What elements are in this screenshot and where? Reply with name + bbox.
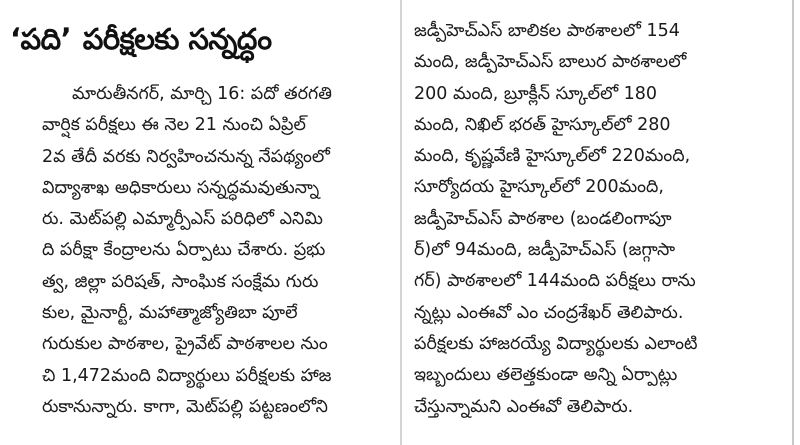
body-line: సూర్యోదయ హైస్కూల్‌లో 200మంది, (414, 177, 664, 198)
body-line: చి 1,472మంది విద్యార్థులు పరీక్షలకు హాజ (42, 365, 332, 386)
left-body-text (0, 79, 398, 423)
body-line: రు. మెట్‌పల్లి ఎమ్మార్పీఎస్ పరిధిలో ఎనిమి (42, 209, 323, 230)
page-edge-rule (792, 0, 794, 445)
headline-quoted-word: ‘పది’ (10, 22, 72, 56)
body-line: మంది, నిఖిల్ భరత్ హైస్కూల్‌లో 280 (414, 114, 671, 135)
body-line: జడ్పీహెచ్ఎస్ బాలికల పాఠశాలలో 154 (414, 21, 680, 41)
body-line: ది పరీక్షా కేంద్రాలను ఏర్పాటు చేశారు. ప్రభు (42, 240, 326, 261)
column-divider (400, 0, 402, 445)
body-line: న్నట్లు ఎంఈవో ఎం చంద్రశేఖర్ తెలిపారు. (414, 302, 684, 323)
body-line: కుల, మైనార్టీ, మహాత్మాజ్యోతిబా పూలే (42, 303, 298, 324)
body-line: రుకానున్నారు. కాగా, మెట్‌పల్లి పట్టణంలోని (42, 396, 328, 417)
body-line: 2వ తేదీ వరకు నిర్వహించనున్న నేపథ్యంలో (42, 146, 330, 167)
body-line: ఇబ్బందులు తలెత్తకుండా అన్ని ఏర్పాట్లు (414, 365, 678, 386)
body-line: జడ్పీహెచ్ఎస్ పాఠశాల (బండలింగాపూ (414, 208, 672, 229)
headline-text: పరీక్షలకు సన్నద్ధం (82, 22, 272, 56)
body-line: త్వ, జిల్లా పరిషత్, సాంఘిక సంక్షేమ గురు (42, 271, 319, 292)
right-column (404, 0, 782, 445)
headline (10, 16, 392, 62)
body-line: ర్)లో 94మంది, జడ్పీహెచ్ఎస్ (జగ్గాసా (414, 240, 676, 261)
body-line: మంది, జడ్పీహెచ్ఎస్ బాలుర పాఠశాలలో (414, 52, 687, 73)
body-line: చేస్తున్నామని ఎంఈవో తెలిపారు. (414, 396, 634, 417)
body-line: మారుతీనగర్, మార్చి 16: పదో తరగతి (72, 84, 332, 104)
right-body-text (404, 16, 782, 423)
body-line: 200 మంది, బ్రూక్లీన్ స్కూల్‌లో 180 (414, 83, 658, 104)
body-line: పరీక్షలకు హాజరయ్యే విద్యార్థులకు ఎలాంటి (414, 333, 698, 354)
body-line: గర్) పాఠశాలలో 144మంది పరీక్షలు రాను (414, 271, 696, 292)
body-line: మంది, కృష్ణవేణి హైస్కూల్‌లో 220మంది, (414, 146, 691, 167)
body-line: విద్యాశాఖ అధికారులు సన్నద్ధమవుతున్నా (42, 177, 320, 198)
body-line: వార్షిక పరీక్షలు ఈ నెల 21 నుంచి ఏప్రిల్ (42, 115, 306, 136)
left-column (0, 0, 398, 445)
body-line: గురుకుల పాఠశాల, ప్రైవేట్ పాఠశాలల నుం (42, 334, 328, 355)
